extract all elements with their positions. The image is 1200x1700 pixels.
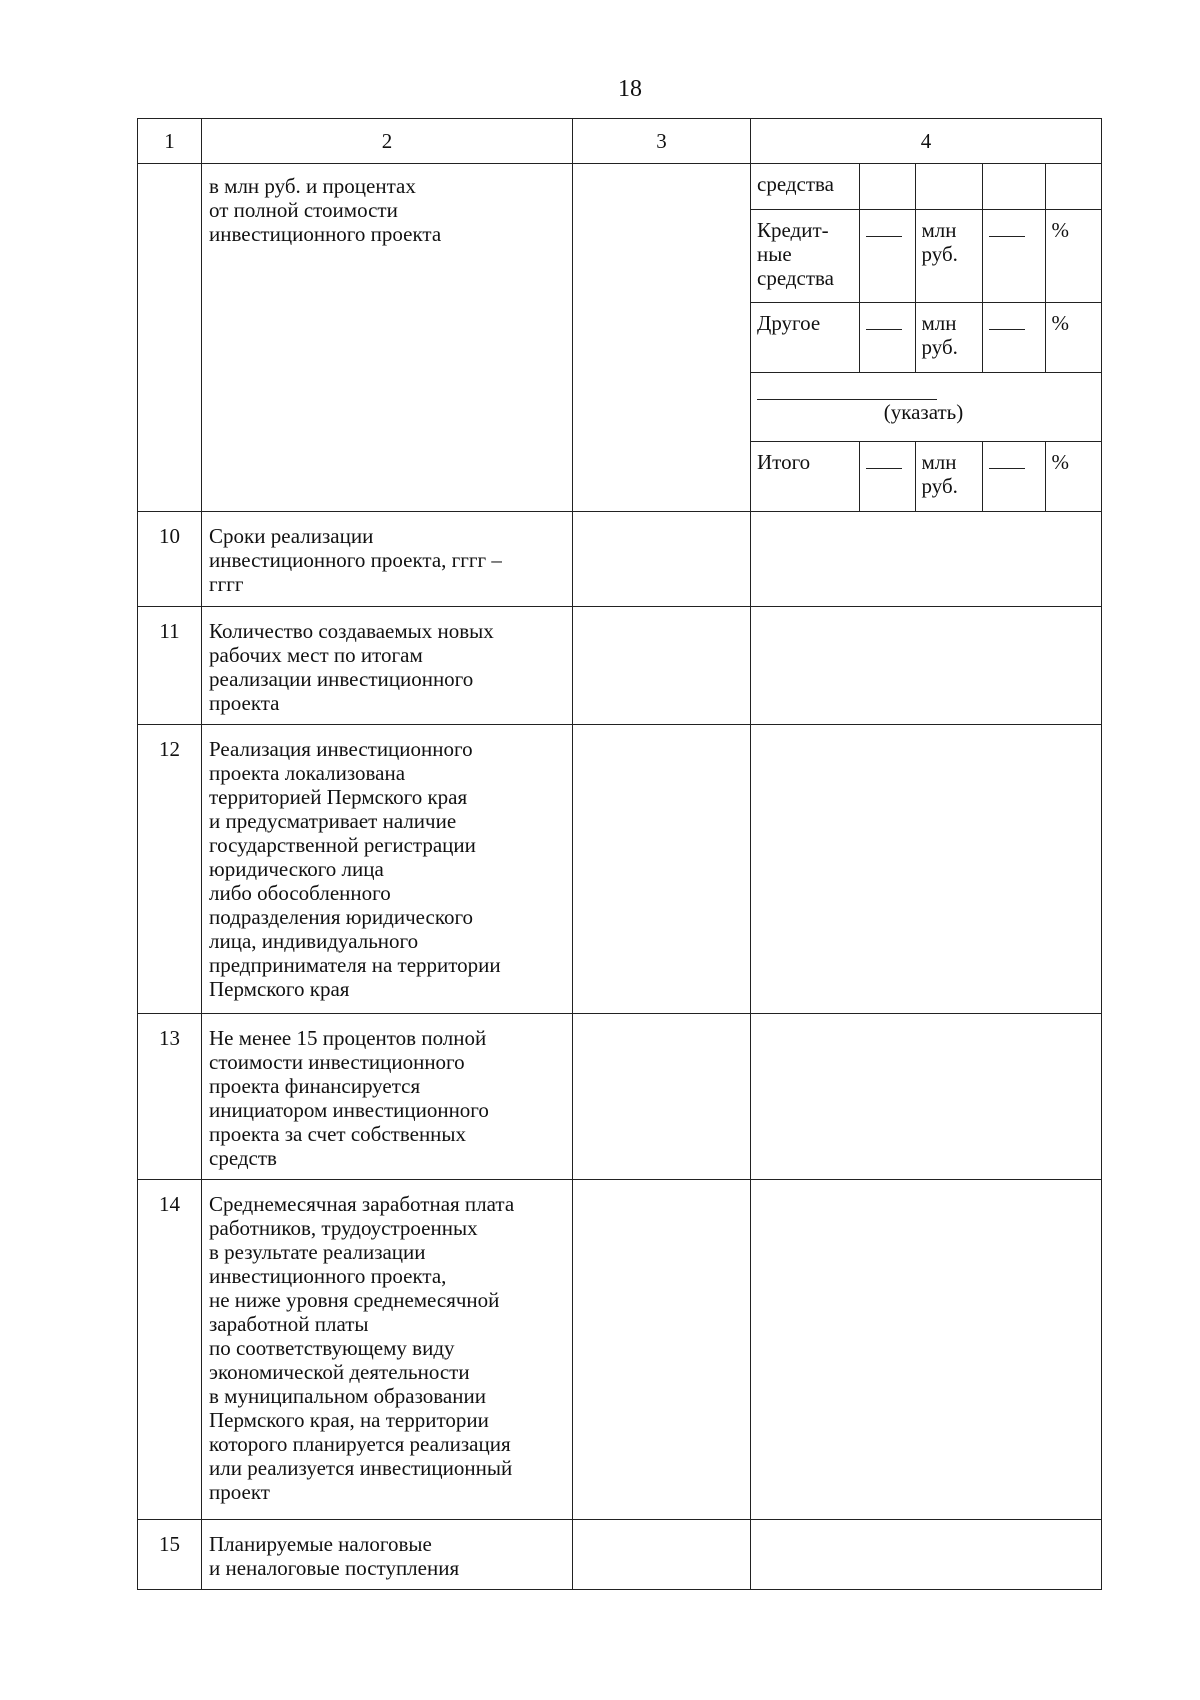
unit-line: руб.	[921, 334, 958, 359]
percent-blank	[989, 315, 1025, 330]
percent-cell	[1045, 164, 1102, 209]
page-number: 18	[618, 76, 642, 102]
row-criteria-cell	[751, 1014, 1102, 1180]
percent-cell: %	[1051, 449, 1069, 474]
header-col-3: 3	[573, 119, 751, 164]
row-text-line: стоимости инвестиционного	[209, 1050, 465, 1074]
unit-line: млн	[921, 449, 957, 474]
funding-label: средства	[751, 164, 859, 209]
row-criteria-cell	[751, 725, 1102, 1014]
row-value-cell	[573, 725, 751, 1014]
row-text-line: в муниципальном образовании	[209, 1384, 486, 1408]
percent-cell: %	[1045, 209, 1102, 302]
row-text-line: от полной стоимости	[209, 198, 398, 222]
table-row-11	[138, 607, 1102, 725]
row-text-line: инвестиционного проекта, гггг –	[209, 548, 502, 572]
row-criteria-cell	[751, 512, 1102, 607]
table-row-15	[138, 1520, 1102, 1590]
row-number: 14	[138, 1180, 202, 1520]
row-number: 11	[138, 607, 202, 725]
row-description	[202, 725, 573, 1014]
row-text-line: государственной регистрации	[209, 833, 476, 857]
row-description	[202, 1180, 573, 1520]
label-line: ные	[757, 241, 792, 266]
row-text-line: проекта финансируется	[209, 1074, 421, 1098]
row-text-line: Пермского края	[209, 977, 350, 1001]
funding-label: Другое	[751, 302, 859, 372]
funding-row-specify	[751, 372, 1102, 441]
funding-label: Итого	[751, 441, 859, 511]
row-text-line: работников, трудоустроенных	[209, 1216, 478, 1240]
row-text-line: инвестиционного проекта	[209, 222, 442, 246]
row-number: 10	[138, 512, 202, 607]
row-description	[202, 1520, 573, 1590]
amount-blank	[866, 315, 902, 330]
table-row-10	[138, 512, 1102, 607]
amount-blank	[866, 454, 902, 469]
percent-value-cell	[982, 209, 1045, 302]
percent-value-cell	[982, 164, 1045, 209]
unit-cell	[915, 441, 982, 511]
row-text-line: или реализуется инвестиционный	[209, 1456, 513, 1480]
label-line: Кредит-	[757, 217, 829, 242]
row-value-cell	[573, 164, 751, 512]
row-text-line: рабочих мест по итогам	[209, 643, 423, 667]
table-row-13	[138, 1014, 1102, 1180]
row-text-line: Реализация инвестиционного	[209, 737, 473, 761]
row-text-line: и неналоговые поступления	[209, 1556, 460, 1580]
funding-row-other	[751, 302, 1102, 372]
row-text-line: не ниже уровня среднемесячной	[209, 1288, 500, 1312]
unit-line: руб.	[921, 473, 958, 498]
funding-row-sredstva	[751, 164, 1102, 209]
row-text-line: по соответствующему виду	[209, 1336, 455, 1360]
row-text-line: проекта локализована	[209, 761, 406, 785]
row-number: 12	[138, 725, 202, 1014]
row-text-line: либо обособленного	[209, 881, 391, 905]
header-col-2: 2	[202, 119, 573, 164]
row-text-line: заработной платы	[209, 1312, 369, 1336]
row-text-line: средств	[209, 1146, 277, 1170]
row-text-line: Пермского края, на территории	[209, 1408, 489, 1432]
row-text-line: и предусматривает наличие	[209, 809, 457, 833]
row-value-cell	[573, 1520, 751, 1590]
row-text-line: юридического лица	[209, 857, 384, 881]
row-text-line: проекта	[209, 691, 280, 715]
row-text-line: в млн руб. и процентах	[209, 174, 416, 198]
funding-label	[751, 209, 859, 302]
row-number: 15	[138, 1520, 202, 1590]
row-value-cell	[573, 1014, 751, 1180]
label-line: средства	[757, 265, 835, 290]
row-text-line: Количество создаваемых новых	[209, 619, 494, 643]
row-criteria-cell	[751, 1520, 1102, 1590]
row-text-line: проект	[209, 1480, 270, 1504]
amount-cell	[859, 209, 915, 302]
row-text-line: Не менее 15 процентов полной	[209, 1026, 487, 1050]
row-text-line: Среднемесячная заработная плата	[209, 1192, 515, 1216]
funding-row-total	[751, 441, 1102, 511]
row-description	[202, 164, 573, 512]
funding-table	[751, 164, 1102, 511]
row-text-line: предпринимателя на территории	[209, 953, 501, 977]
row-text-line: проекта за счет собственных	[209, 1122, 467, 1146]
row-description	[202, 607, 573, 725]
header-col-1: 1	[138, 119, 202, 164]
row-text-line: которого планируется реализация	[209, 1432, 511, 1456]
unit-cell	[915, 164, 982, 209]
row-value-cell	[573, 1180, 751, 1520]
row-text-line: реализации инвестиционного	[209, 667, 474, 691]
row-description	[202, 512, 573, 607]
row-text-line: экономической деятельности	[209, 1360, 470, 1384]
row-number: 13	[138, 1014, 202, 1180]
specify-cell	[751, 372, 1102, 441]
criteria-table	[137, 118, 1102, 1590]
percent-blank	[989, 222, 1025, 237]
row-value-cell	[573, 512, 751, 607]
amount-cell	[859, 302, 915, 372]
row-number-cell	[138, 164, 202, 512]
percent-blank	[989, 454, 1025, 469]
table-row-9-continued	[138, 164, 1102, 512]
row-text-line: территорией Пермского края	[209, 785, 468, 809]
percent-value-cell	[982, 302, 1045, 372]
header-col-4: 4	[751, 119, 1102, 164]
amount-cell	[859, 164, 915, 209]
row-text-line: инвестиционного проекта,	[209, 1264, 447, 1288]
row-criteria-cell	[751, 1180, 1102, 1520]
row-text-line: Сроки реализации	[209, 524, 374, 548]
funding-row-credit	[751, 209, 1102, 302]
table-header-row	[138, 119, 1102, 164]
specify-label: (указать)	[883, 399, 964, 424]
row-text-line: гггг	[209, 572, 244, 596]
unit-line: млн	[921, 310, 957, 335]
row-description	[202, 1014, 573, 1180]
unit-cell	[915, 209, 982, 302]
row-text-line: инициатором инвестиционного	[209, 1098, 489, 1122]
amount-cell	[859, 441, 915, 511]
row-text-line: в результате реализации	[209, 1240, 426, 1264]
percent-cell: %	[1045, 302, 1102, 372]
row-text-line: подразделения юридического	[209, 905, 474, 929]
percent-value-cell	[982, 441, 1045, 511]
unit-cell	[915, 302, 982, 372]
unit-line: руб.	[921, 241, 958, 266]
row-text-line: лица, индивидуального	[209, 929, 419, 953]
row-text-line: Планируемые налоговые	[209, 1532, 432, 1556]
table-row-12	[138, 725, 1102, 1014]
amount-blank	[866, 222, 902, 237]
table-row-14	[138, 1180, 1102, 1520]
row-criteria-cell	[751, 607, 1102, 725]
funding-sources-cell	[751, 164, 1102, 512]
row-value-cell	[573, 607, 751, 725]
unit-line: млн	[921, 217, 957, 242]
